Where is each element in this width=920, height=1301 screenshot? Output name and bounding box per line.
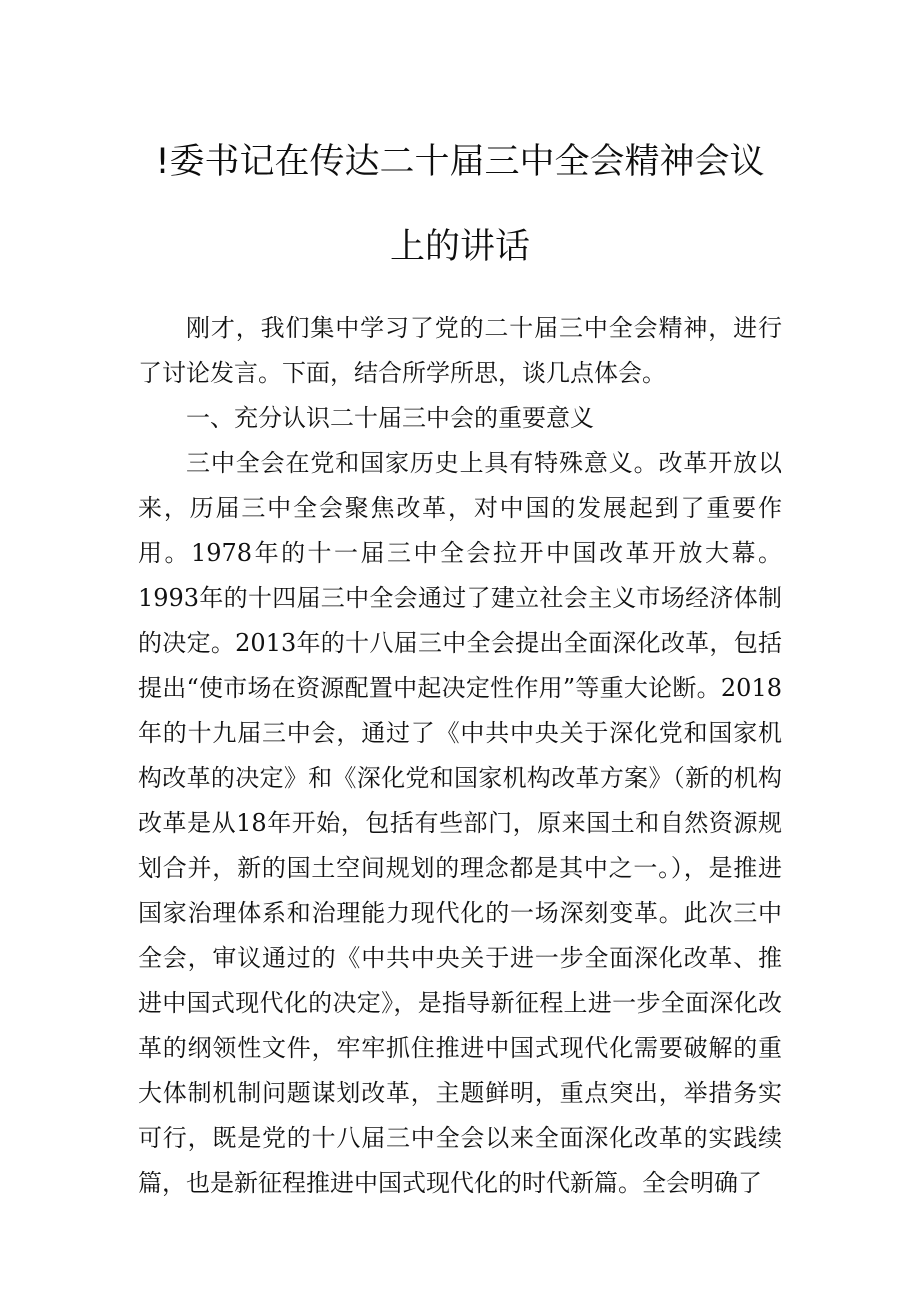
paragraph-intro: 刚才，我们集中学习了党的二十届三中全会精神，进行了讨论发言。下面，结合所学所思，谈几点体会。 bbox=[138, 314, 782, 387]
document-title-line-1: !委书记在传达二十届三中全会精神会议 bbox=[155, 142, 765, 182]
document-title-line-2: 上的讲话 bbox=[389, 227, 530, 267]
paragraph-significance: 三中全会在党和国家历史上具有特殊意义。改革开放以来，历届三中全会聚焦改革，对中国的发展起到了重要作用。1978年的十一届三中全会拉开中国改革开放大幕。1993年的十四届三中全会通过了建立社会主义市场经济体制的决定。2013年的十八届三中全会提出全面深化改革，包括提出“使市场在资源配置中起决定性作用”等重大论断。2018年的十九届三中会，通过了《中共中央关于深化党和国家机构改革的决定》和《深化党和国家机构改革方案》（新的机构改革是从18年开始，包括有些部门，原来国土和自然资源规划合并，新的国土空间规划的理念都是其中之一。），是推进国家治理体系和治理能力现代化的一场深刻变革。此次三中全会，审议通过的《中共中央关于进一步全面深化改革、推进中国式现代化的决定》，是指导新征程上进一步全面深化改革的纲领性文件，牢牢抓住推进中国式现代化需要破解的重大体制机制问题谋划改革，主题鲜明，重点突出，举措务实可行，既是党的十八届三中全会以来全面深化改革的实践续篇，也是新征程推进中国式现代化的时代新篇。全会明确了 bbox=[138, 449, 782, 1197]
document-body bbox=[138, 306, 782, 1206]
section-heading-1: 一、充分认识二十届三中会的重要意义 bbox=[186, 404, 594, 432]
